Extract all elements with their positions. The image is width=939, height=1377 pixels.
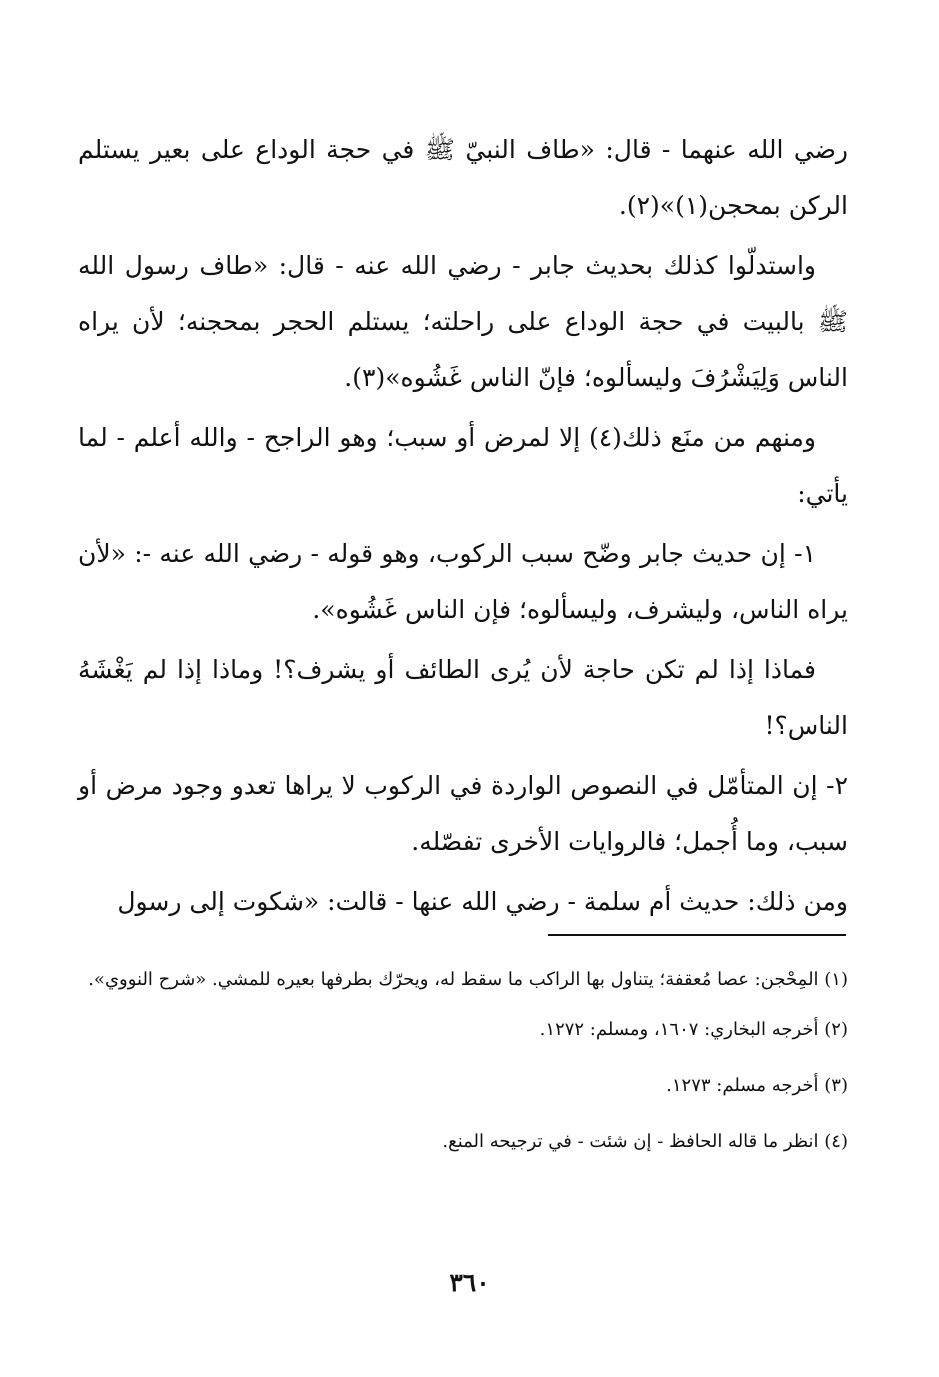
paragraph-hadith-continuation: رضي الله عنهما - قال: «طاف النبيّ ﷺ في حجة الوداع على بعير يستلم الركن بمحجن(١)»(٢).	[78, 135, 848, 220]
paragraph-point-two: ٢- إن المتأمّل في النصوص الواردة في الركوب لا يراها تعدو وجود مرض أو سبب، وما أُجمل؛ فالروايات الأخرى تفصّله.	[78, 771, 848, 856]
page-number: ٣٦٠	[449, 1268, 490, 1297]
footnote-1: (١) المِحْجن: عصا مُعقفة؛ يتناول بها الراكب ما سقط له، ويحرّك بطرفها بعيره للمشي. «شرح النووي».	[88, 969, 848, 990]
paragraph-point-one: ١- إن حديث جابر وضّح سبب الركوب، وهو قوله - رضي الله عنه -: «لأن يراه الناس، وليشرف، وليسألوه؛ فإن الناس غَشُوه».	[78, 539, 848, 624]
footnote-4: (٤) انظر ما قاله الحافظ - إن شئت - في ترجيحه المنع.	[442, 1131, 848, 1152]
footnote-2: (٢) أخرجه البخاري: ١٦٠٧، ومسلم: ١٢٧٢.	[539, 1019, 848, 1040]
footnote-divider	[548, 934, 846, 936]
paragraph-jabir-hadith: واستدلّوا كذلك بحديث جابر - رضي الله عنه - قال: «طاف رسول الله ﷺ بالبيت في حجة الوداع على راحلته؛ يستلم الحجر بمحجنه؛ لأن يراه الناس وَلِيَشْرُفَ وليسألوه؛ فإنّ الناس غَشُوه»(٣).	[78, 251, 848, 392]
paragraph-umm-salama: ومن ذلك: حديث أم سلمة - رضي الله عنها - قالت: «شكوت إلى رسول	[117, 887, 848, 916]
paragraph-opposing-view: ومنهم من منَع ذلك(٤) إلا لمرض أو سبب؛ وهو الراجح - والله أعلم - لما يأتي:	[78, 423, 848, 508]
paragraph-question: فماذا إذا لم تكن حاجة لأن يُرى الطائف أو يشرف؟! وماذا إذا لم يَغْشَهُ الناس؟!	[78, 655, 848, 740]
footnote-3: (٣) أخرجه مسلم: ١٢٧٣.	[666, 1075, 848, 1096]
footnotes	[78, 963, 848, 1181]
main-text	[78, 122, 848, 934]
